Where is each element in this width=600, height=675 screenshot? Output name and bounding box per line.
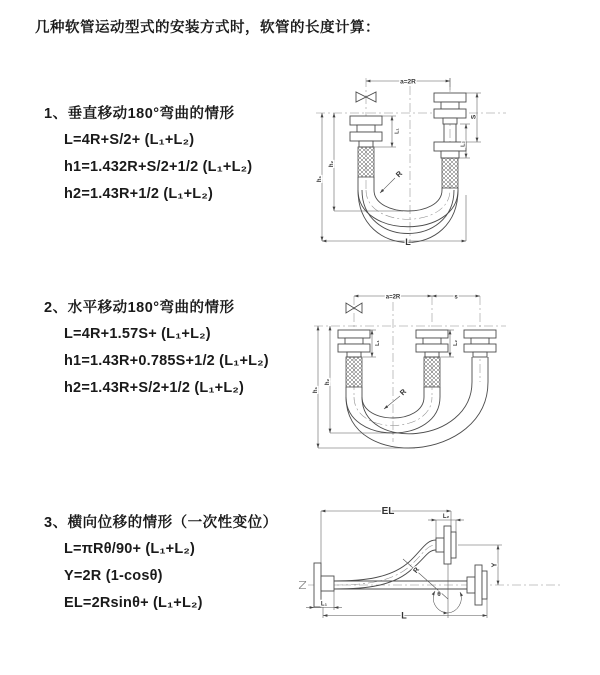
formula-line: L=4R+1.57S+ (L₁+L₂): [64, 326, 211, 342]
right-fitting: [464, 330, 496, 382]
page-title: 几种软管运动型式的安装方式时，软管的长度计算：: [35, 20, 380, 36]
left-fitting: [350, 116, 382, 177]
left-fitting: [338, 330, 370, 387]
dim-label-l1: L₁: [320, 601, 328, 608]
dim-label-l: L: [401, 610, 407, 621]
formula-line: L=πRθ/90+ (L₁+L₂): [64, 541, 196, 557]
dim-label-h1: h₁: [313, 386, 319, 394]
center-lines: [308, 545, 561, 585]
formula-line: Y=2R (1-cosθ): [64, 568, 163, 584]
dim-label-s: s: [454, 294, 458, 301]
left-flange: [314, 563, 334, 607]
dim-label-l1: L₁: [375, 340, 381, 346]
section-vertical-movement: [44, 102, 319, 213]
upper-flange: [436, 526, 456, 564]
braid-section: [442, 158, 458, 188]
section-heading: 3、横向位移的情形（一次性变位）: [44, 515, 278, 531]
radius-label: R: [393, 168, 405, 180]
middle-fitting: [416, 330, 448, 387]
braid-section: [346, 357, 362, 387]
curved-hose: [334, 540, 436, 589]
lower-right-flange: [467, 565, 487, 605]
dim-label-a2r: a=2R: [400, 78, 416, 86]
dim-label-h2: h₂: [329, 160, 335, 168]
formula-line: h1=1.43R+0.785S+1/2 (L₁+L₂): [64, 353, 269, 369]
formula-line: h2=1.43R+1/2 (L₁+L₂): [64, 186, 214, 202]
diagram-vertical-180-bend: [310, 64, 590, 260]
center-lines: [316, 78, 506, 246]
dim-label-h1: h₁: [317, 175, 323, 183]
diagram-horizontal-180-bend: [310, 282, 590, 458]
dimension-lines: [306, 511, 502, 618]
geometry-construction: [403, 559, 461, 618]
dim-label-s: S: [470, 114, 478, 120]
dim-label-l1: L₁: [394, 128, 401, 134]
formula-line: EL=2Rsinθ+ (L₁+L₂): [64, 595, 203, 611]
section-horizontal-movement: [44, 296, 319, 407]
dim-label-el: EL: [381, 506, 395, 517]
formula-line: L=4R+S/2+ (L₁+L₂): [64, 132, 195, 148]
dim-label-l: L: [405, 237, 411, 247]
diagram-lateral-displacement: [296, 496, 598, 650]
section-heading: 2、水平移动180°弯曲的情形: [44, 300, 235, 316]
dim-label-l2: L₂: [460, 141, 467, 147]
angle-label: θ: [437, 591, 441, 598]
formula-line: h1=1.432R+S/2+1/2 (L₁+L₂): [64, 159, 253, 175]
section-lateral-displacement: [44, 511, 319, 622]
braid-section: [424, 357, 440, 387]
dim-label-l2: L₂: [442, 514, 450, 520]
dim-label-a2r: a=2R: [385, 294, 401, 301]
dim-label-l2: L₂: [453, 340, 459, 346]
dimension-labels: [321, 506, 499, 621]
dim-label-y: Y: [491, 562, 499, 568]
radius-label: R: [397, 386, 409, 398]
radius-label: R: [412, 566, 422, 575]
axis-break-symbol: [299, 582, 306, 589]
dim-label-h2: h₂: [325, 378, 331, 386]
right-fitting-positions: [434, 93, 466, 188]
hose-u-bends: [346, 382, 488, 448]
braid-section: [358, 147, 374, 177]
section-heading: 1、垂直移动180°弯曲的情形: [44, 106, 235, 122]
formula-line: h2=1.43R+S/2+1/2 (L₁+L₂): [64, 380, 245, 396]
center-lines: [314, 296, 506, 442]
